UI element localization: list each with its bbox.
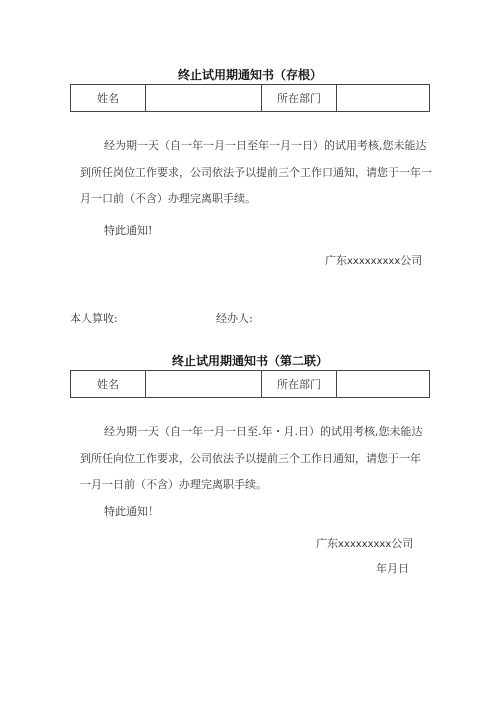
department-label: 所在部门 bbox=[262, 371, 337, 398]
name-value-field[interactable] bbox=[146, 371, 262, 398]
department-label: 所在部门 bbox=[262, 85, 337, 112]
name-label: 姓名 bbox=[71, 85, 146, 112]
notice2-closing: 特此通知！ bbox=[104, 505, 159, 518]
handler-signature-label: 经办人: bbox=[216, 312, 253, 325]
notice1-body-line3: 月一口前（不含）办理完离职手续。 bbox=[80, 192, 256, 205]
notice2-title: 终止试用期通知书（第二联） bbox=[171, 354, 328, 368]
recipient-signature-label: 本人算收: bbox=[70, 312, 118, 325]
notice2-body-line2: 到所任向位工作要求，公司依法予以提前三个工作日通知，请您于一年 bbox=[80, 452, 421, 465]
notice1-body-line1: 经为期一天（自一年一月一日至年一月一日）的试用考核,您未能达 bbox=[104, 139, 427, 152]
notice2-company: 广东xxxxxxxxx公司 bbox=[316, 537, 414, 550]
notice1-company: 广东xxxxxxxxx公司 bbox=[325, 254, 423, 267]
notice2-body-line3: 一月一日前（不含）办理完离职手续。 bbox=[80, 478, 267, 491]
notice1-title: 终止试用期通知书（存根） bbox=[177, 68, 322, 82]
name-value-field[interactable] bbox=[146, 85, 262, 112]
department-value-field[interactable] bbox=[337, 85, 430, 112]
department-value-field[interactable] bbox=[337, 371, 430, 398]
notice2-date: 年月日 bbox=[376, 562, 409, 575]
notice1-info-table bbox=[70, 84, 430, 112]
notice1-body-line2: 到所任岗位工作要求，公司依法予以提前三个工作口通知，请您于一年一 bbox=[80, 166, 432, 179]
name-label: 姓名 bbox=[71, 371, 146, 398]
notice1-closing: 特此通知! bbox=[104, 224, 153, 237]
notice2-body-line1: 经为期一天（自一年一月一日至.年・月.日）的试用考核,您未能达 bbox=[104, 425, 423, 438]
notice2-info-table bbox=[70, 370, 430, 398]
